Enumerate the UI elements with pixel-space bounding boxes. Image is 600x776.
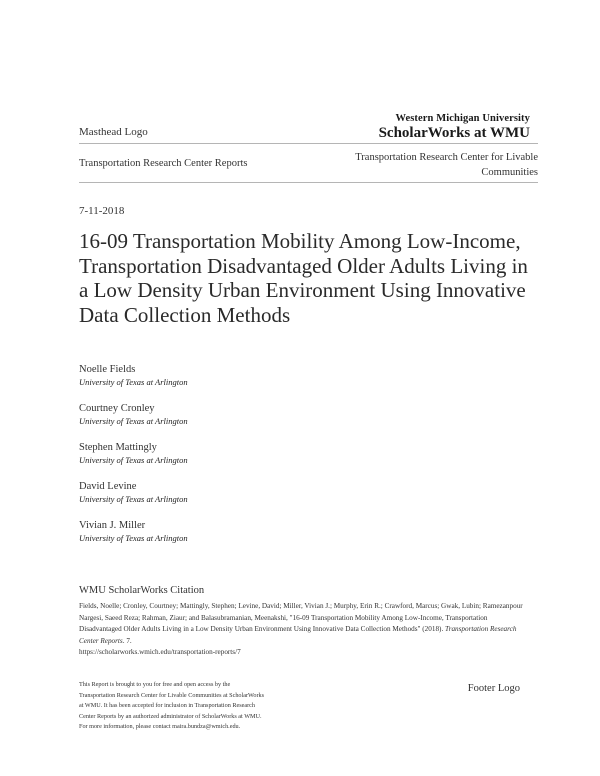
header-divider-bottom [79, 182, 538, 183]
author-affiliation: University of Texas at Arlington [79, 455, 188, 465]
author-name[interactable]: Vivian J. Miller [79, 520, 146, 531]
author-entry [79, 519, 479, 558]
publication-date: 7-11-2018 [79, 205, 125, 217]
author-entry [79, 363, 479, 402]
footer-logo[interactable]: Footer Logo [467, 683, 520, 694]
citation-text [79, 601, 529, 659]
author-name[interactable]: David Levine [79, 481, 137, 492]
author-name[interactable]: Stephen Mattingly [79, 442, 157, 453]
citation-main: Fields, Noelle; Cronley, Courtney; Mattingly, Stephen; Levine, David; Miller, Vivian J.; Murphy, Erin R.; Crawford, Marcus; Gwak, Lubin; Ramezanpour Nargesi, Saeed Reza; Rahman, Ziaur; and Balasubramanian, Meenakshi, "16-09 Transportation Mobility Among Low-Income, Transportation Disadvantaged Older Adults Living in a Low Density Urban Environment Using Innovative Data Collection Methods" (2018). [79, 602, 523, 634]
notice-line: Center Reports by an authorized administrator of ScholarWorks at WMU. [79, 712, 262, 720]
notice-line: This Report is brought to you for free and open access by the [79, 681, 231, 688]
author-affiliation: University of Texas at Arlington [79, 533, 188, 543]
author-affiliation: University of Texas at Arlington [79, 494, 188, 504]
masthead-logo[interactable]: Masthead Logo [79, 126, 148, 138]
institution-block[interactable] [379, 113, 530, 142]
author-affiliation: University of Texas at Arlington [79, 416, 188, 426]
institution-name: Western Michigan University [395, 113, 530, 124]
citation-url[interactable]: https://scholarworks.wmich.edu/transportation-reports/7 [79, 648, 241, 657]
notice-line: Transportation Research Center for Livable Communities at ScholarWorks [79, 691, 265, 699]
author-affiliation: University of Texas at Arlington [79, 377, 188, 387]
author-entry [79, 480, 479, 519]
author-name[interactable]: Courtney Cronley [79, 403, 155, 414]
author-list [79, 363, 479, 558]
page-title: 16-09 Transportation Mobility Among Low-Income, Transportation Disadvantaged Older Adults Living in a Low Density Urban Environment Using Innovative Data Collection Methods [79, 229, 528, 327]
center-link[interactable]: Transportation Research Center for Livable Communities [355, 152, 538, 178]
header-divider [79, 143, 538, 144]
series-link[interactable]: Transportation Research Center Reports [79, 158, 248, 169]
author-name[interactable]: Noelle Fields [79, 364, 136, 375]
author-entry [79, 402, 479, 441]
citation-heading: WMU ScholarWorks Citation [79, 585, 205, 596]
notice-line-contact[interactable]: For more information, please contact maira.bundza@wmich.edu. [79, 723, 241, 731]
citation-block [79, 585, 529, 659]
repository-name[interactable]: ScholarWorks at WMU [378, 125, 530, 141]
author-entry [79, 441, 479, 480]
citation-number: . 7. [122, 636, 132, 645]
citation-series: Transportation Research Center Reports [79, 625, 517, 645]
access-notice [79, 680, 314, 733]
notice-line: at WMU. It has been accepted for inclusion in Transportation Research [79, 702, 256, 710]
